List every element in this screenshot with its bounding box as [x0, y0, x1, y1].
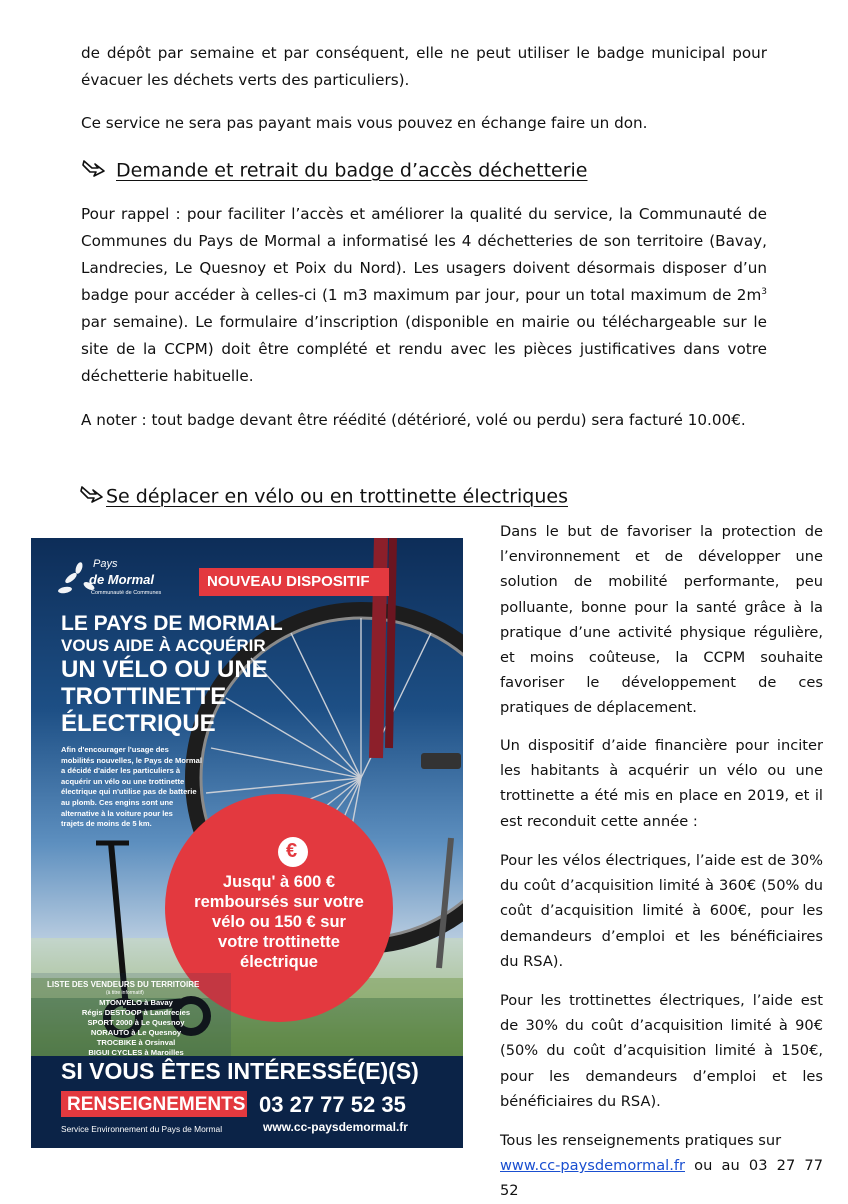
poster-title-line5: ÉLECTRIQUE [61, 710, 216, 737]
section-badge-heading [82, 158, 588, 184]
section-mobility-heading [80, 484, 568, 510]
poster-title-line4: TROTTINETTE [61, 683, 227, 710]
vendor-item: MTONVELO à Bavay [99, 998, 173, 1007]
poster-title-line2: VOUS AIDE À ACQUÉRIR [61, 636, 266, 655]
mobility-aid-paragraph: Un dispositif d’aide financière pour inciter les habitants à acquérir un vélo ou une trottinette a été mis en place en 2019, et il est reconduit cette année : [500, 737, 823, 830]
poster-service: Service Environnement du Pays de Mormal [61, 1124, 223, 1134]
hand-arrow-icon [82, 158, 106, 184]
logo-line2: de Mormal [89, 572, 155, 587]
poster-website: www.cc-paysdemormal.fr [263, 1120, 408, 1134]
website-link[interactable]: www.cc-paysdemormal.fr [500, 1157, 685, 1175]
vendor-item: Régis DESTOOP à Landrecies [81, 1008, 191, 1017]
poster-phone: 03 27 77 52 35 [259, 1092, 406, 1117]
poster-title-line3: UN VÉLO OU UNE [61, 656, 268, 683]
badge-reminder-paragraph: Pour rappel : pour faciliter l’accès et améliorer la qualité du service, la Communauté de Communes du Pays de Mormal a informatisé les 4 déchetteries de son territoire (Bavay, Landrecies, Le Quesnoy et Poix du Nord). Les usagers doivent désormais disposer d’un badge pour accéder à celles-ci (1 m3 maximum par jour, pour un total maximum de $2m^3$ par semaine). Le formulaire d’inscription (disponible en mairie ou téléchargeable sur le site de la CCPM) doit être complété et rendu avec les pièces justificatives dans votre déchetterie habituelle. [81, 205, 767, 385]
vendors-subtitle: (à titre informatif) [106, 990, 144, 996]
intro-donation-note: Ce service ne sera pas payant mais vous pouvez en échange faire un don. [81, 114, 648, 132]
section-mobility-title: Se déplacer en vélo ou en trottinette électriques [106, 485, 568, 508]
vendor-item: NORAUTO à Le Quesnoy [90, 1028, 182, 1037]
vendors-list [61, 998, 211, 1058]
vendor-item: TROCBIKE à Orsinval [96, 1038, 176, 1047]
euro-icon: € [286, 840, 298, 862]
renseignements-label: RENSEIGNEMENTS [67, 1094, 246, 1115]
bike-aid-paragraph: Pour les vélos électriques, l’aide est de 30% du coût d’acquisition limité à 360€ (50% du coût d’acquisition limité à 600€, pour les demandeurs d’emploi et les bénéficiaires du RSA). [500, 852, 823, 970]
mobility-intro-paragraph: Dans le but de favoriser la protection de l’environnement et de développer une solution de mobilité performante, peu polluante, bonne pour la santé grâce à la pratique d’une activité physique régulière, et moins coûteuse, la CCPM souhaite favoriser le développement de ces pratiques de déplacement. [500, 523, 823, 717]
poster-description: Afin d'encourager l'usage des mobilités nouvelles, le Pays de Mormal a décidé d'aider les particuliers à acquérir un vélo ou une trottinette électrique qui n'utilise pas de batterie au plomb. Ces engins sont une alternative à la voiture pour les trajets de moins de 5 km. [61, 745, 202, 829]
poster-title-line1: LE PAYS DE MORMAL [61, 612, 283, 635]
logo-subtitle: Communauté de Communes [91, 590, 162, 596]
interested-heading: SI VOUS ÊTES INTÉRESSÉ(E)(S) [61, 1058, 419, 1084]
vendor-item: BIGUI CYCLES à Maroilles [88, 1048, 184, 1057]
new-scheme-badge: NOUVEAU DISPOSITIF [207, 573, 370, 590]
vendors-title: LISTE DES VENDEURS DU TERRITOIRE [47, 980, 200, 989]
scooter-aid-paragraph: Pour les trottinettes électriques, l’aide est de 30% du coût d’acquisition limité à 90€ (50% du coût d’acquisition limité à 150€, pour les demandeurs d’emploi et les bénéficiaires du RSA). [500, 992, 823, 1110]
vendor-item: SPORT 2000 à Le Quesnoy [87, 1018, 185, 1027]
info-paragraph: Tous les renseignements pratiques sur www.cc-paysdemormal.fr ou au 03 27 77 52 [500, 1132, 823, 1200]
badge-fee-note: A noter : tout badge devant être réédité (détérioré, volé ou perdu) sera facturé 10.00€. [81, 411, 746, 429]
logo-line1: Pays [93, 558, 118, 570]
intro-paragraph: de dépôt par semaine et par conséquent, elle ne peut utiliser le badge municipal pour évacuer les déchets verts des particuliers). [81, 44, 767, 89]
section-badge-title: Demande et retrait du badge d’accès déchetterie [116, 159, 588, 182]
hand-arrow-icon [80, 484, 104, 510]
aid-amount-circle: Jusqu' à 600 € remboursés sur votre vélo ou 150 € sur votre trottinette électrique [194, 873, 364, 971]
mobility-aid-poster [31, 538, 463, 1148]
